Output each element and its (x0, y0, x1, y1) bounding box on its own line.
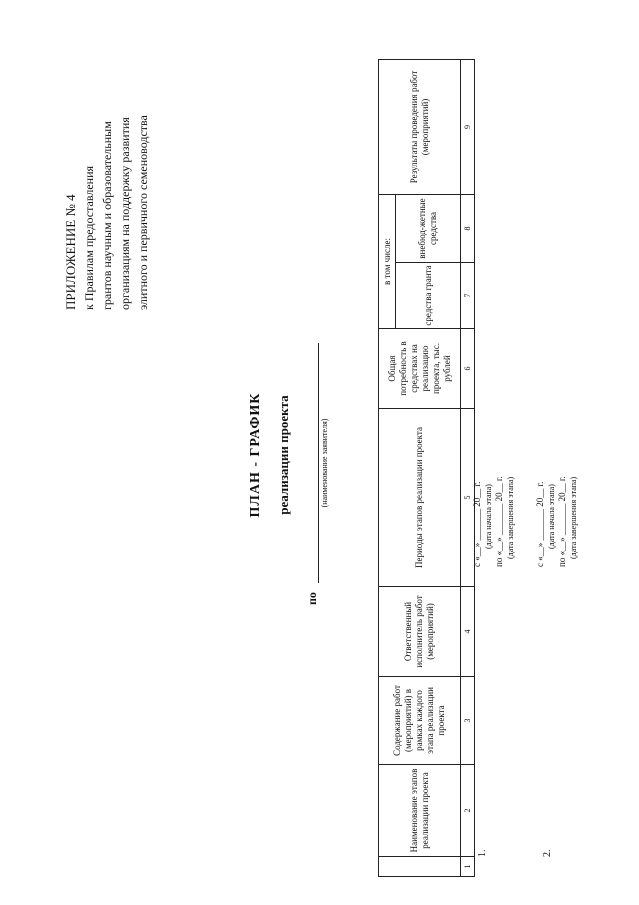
applicant-name-line (318, 343, 319, 583)
row-index: 1. (477, 849, 488, 857)
column-number: 7 (461, 263, 475, 329)
appendix-line: к Правилам предоставления (82, 165, 96, 310)
column-number: 2 (461, 765, 475, 857)
column-number: 1 (461, 857, 475, 877)
header-extrabudget-funds: внебюд-жетные средства (396, 194, 461, 262)
period-start-caption: (дата начала этапа) (484, 484, 493, 549)
header-periods: Периоды этапов реализации проекта (379, 409, 461, 587)
period-start-caption: (дата начала этапа) (547, 484, 556, 549)
column-number: 3 (461, 677, 475, 765)
header-col1 (379, 857, 461, 877)
row-index: 2. (542, 849, 553, 857)
plan-table (378, 59, 475, 877)
period-end: по «__» _______ 20__ г. (494, 476, 504, 567)
header-work-content: Содержание работ (мероприятий) в рамках каждого этапа реализации проекта (379, 677, 461, 765)
header-results: Результаты проведения работ (мероприятий) (379, 59, 461, 194)
header-including: в том числе: (379, 194, 396, 328)
title-main: ПЛАН - ГРАФИК (248, 392, 263, 518)
column-number: 9 (461, 59, 475, 194)
row-period (535, 476, 579, 567)
appendix-line: грантов научным и образовательным (100, 121, 114, 310)
header-stage-name: Наименование этапов реализации проекта (379, 765, 461, 857)
header-grant-funds: средства гранта (396, 263, 461, 329)
row-period (472, 476, 516, 567)
column-number: 8 (461, 194, 475, 262)
column-number: 6 (461, 329, 475, 409)
period-end-caption: (дата завершения этапа) (506, 476, 515, 559)
period-end: по «__» _______ 20__ г. (557, 476, 567, 567)
appendix-line: организациям на поддержку развития (118, 117, 132, 310)
column-number: 4 (461, 587, 475, 677)
appendix-line: элитного и первичного семеноводства (136, 115, 150, 310)
period-start: с «__» _______ 20__ г. (535, 481, 545, 567)
document-title (248, 205, 292, 705)
po-label: по (305, 592, 319, 605)
appendix-heading: ПРИЛОЖЕНИЕ № 4 (63, 194, 78, 310)
period-end-caption: (дата завершения этапа) (569, 476, 578, 559)
header-responsible: Ответственный исполнитель работ (мероприятий) (379, 587, 461, 677)
appendix-block (62, 10, 152, 310)
applicant-caption: (наименование заявителя) (320, 418, 329, 508)
header-total-need: Общая потребность в средствах на реализацию проекта, тыс. рублей (379, 329, 461, 409)
column-number: 5 (461, 409, 475, 587)
title-sub: реализации проекта (276, 395, 291, 515)
period-start: с «__» _______ 20__ г. (472, 481, 482, 567)
